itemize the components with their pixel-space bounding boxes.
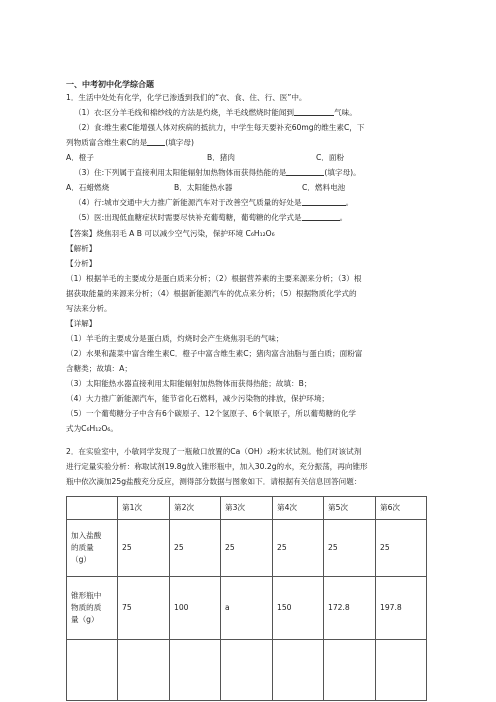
- option-a: A．橙子: [66, 153, 94, 162]
- table-cell: a: [221, 577, 273, 640]
- analysis-line: （1）根据羊毛的主要成分是蛋白质来分析；（2）根据营养素的主要来源来分析；（3）根: [66, 274, 362, 283]
- option-b: B．太阳能热水器: [174, 183, 233, 192]
- table-cell: 75: [118, 577, 170, 640]
- table-cell: [170, 640, 221, 701]
- detail-line: 式为C₆H₁₂O₆。: [66, 424, 118, 433]
- detail-line: 含糖类；故填：A；: [66, 364, 132, 373]
- row-label: [67, 520, 118, 577]
- table-header-cell: 第6次: [376, 497, 427, 520]
- detail-line: （2）水果和蔬菜中富含维生素C．橙子中富含维生素C；猪肉富含油脂与蛋白质；面粉富: [66, 349, 363, 358]
- table-row: [67, 640, 427, 701]
- answer-line: 【答案】烧焦羽毛 A B 可以减少空气污染，保护环境 C₆H₁₂O₆: [66, 229, 275, 238]
- option-b: B．猪肉: [207, 153, 235, 162]
- detail-line: （1）羊毛的主要成分是蛋白质，灼烧时会产生烧焦羽毛的气味；: [66, 334, 284, 343]
- analysis-line: 据获取能量的来源来分析；（4）根据新能源汽车的优点来分析；（5）根据物质化学式的: [66, 289, 357, 298]
- row-label: [67, 577, 118, 640]
- table-row: [67, 520, 427, 577]
- table-header-cell: [67, 497, 118, 520]
- q1-part5-text: （5）医:出现低血糖症状时需要尽快补充葡萄糖，葡萄糖的化学式是: [74, 213, 302, 222]
- table-header-cell: 第1次: [118, 497, 170, 520]
- question-1-stem: 1．生活中处处有化学，化学已渗透到我们的“衣、食、住、行、医”中。: [66, 93, 307, 102]
- row-label-line: 量（g）: [71, 615, 99, 624]
- table-cell: [324, 640, 376, 701]
- answer-blank: [302, 197, 346, 206]
- analysis-line: 写法来分析。: [66, 304, 112, 313]
- answer-blank: [286, 167, 324, 176]
- row-label-line: 的质量: [71, 543, 94, 552]
- table-header-cell: 第2次: [170, 497, 221, 520]
- q1-part2-line2: [66, 137, 456, 148]
- table-cell: 172.8: [324, 577, 376, 640]
- q1-part1-text: （1）衣:区分羊毛线和棉纱线的方法是灼烧，羊毛线燃烧时能闻到: [74, 108, 295, 117]
- table-header-cell: 第3次: [221, 497, 273, 520]
- xiangjie-label: 【详解】: [66, 319, 97, 328]
- table-cell: [273, 640, 324, 701]
- table-cell: 25: [273, 520, 324, 577]
- table-cell: 25: [221, 520, 273, 577]
- table-row: [67, 577, 427, 640]
- q1-part1-tail: 气味。: [334, 108, 357, 117]
- q1-part2-line1: （2）食:维生素C能增强人体对疾病的抵抗力，中学生每天要补充60mg的维生素C，下: [74, 123, 365, 132]
- data-table: [66, 496, 427, 701]
- row-label-line: （g）: [71, 555, 92, 564]
- table-cell: 25: [376, 520, 427, 577]
- table-cell: 100: [170, 577, 221, 640]
- detail-line: （4）大力推广新能源汽车，能节省化石燃料，减少污染物的排放，保护环境；: [66, 394, 330, 403]
- table-cell: [118, 640, 170, 701]
- fenxi-label: 【分析】: [66, 259, 97, 268]
- table-cell: [221, 640, 273, 701]
- q1-part5-tail: 。: [339, 213, 348, 222]
- table-cell: 25: [324, 520, 376, 577]
- q1-part4-tail: 。: [345, 198, 354, 207]
- table-cell: [376, 640, 427, 701]
- q1-part2-text: 列物质富含维生素C的是: [66, 138, 148, 147]
- option-c: C．面粉: [316, 153, 345, 162]
- question-2-line: 进行定量实验分析：称取试剂19.8g放入锥形瓶中，加入30.2g的水，充分振荡，再向锥形: [66, 462, 368, 471]
- question-2-line: 瓶中依次滴加25g盐酸充分反应，测得部分数据与图象如下．请根据有关信息回答问题：: [66, 477, 362, 486]
- table-header-cell: 第4次: [273, 497, 324, 520]
- answer-blank: [147, 137, 165, 146]
- option-a: A．石蜡燃烧: [66, 183, 110, 192]
- row-label: [67, 640, 118, 701]
- table-header-cell: 第5次: [324, 497, 376, 520]
- table-cell: 25: [118, 520, 170, 577]
- table-cell: 197.8: [376, 577, 427, 640]
- q1-part3: [74, 167, 456, 178]
- row-label-line: 加入盐酸: [71, 531, 102, 540]
- table-cell: 150: [273, 577, 324, 640]
- answer-blank: [302, 212, 340, 221]
- row-label-line: 物质的质: [71, 603, 102, 612]
- row-label-line: 锥形瓶中: [71, 591, 102, 600]
- answer-blank: [294, 107, 334, 116]
- q1-part1: [74, 107, 456, 118]
- q1-part2-hint: (填字母): [165, 138, 194, 147]
- q1-part4: [74, 197, 456, 208]
- q1-part3-text: （3）住:下列属于直接利用太阳能辐射加热物体而获得热能的是: [74, 168, 287, 177]
- q1-part3-hint: (填字母)。: [324, 168, 361, 177]
- q1-part5: [74, 212, 456, 223]
- option-c: C．燃料电池: [302, 183, 346, 192]
- section-title: 一、中考初中化学综合题: [66, 80, 154, 89]
- detail-line: （5）一个葡萄糖分子中含有6个碳原子、12个氢原子、6个氧原子，所以葡萄糖的化学: [66, 409, 356, 418]
- question-2-line: 2．在实验室中，小敏同学发现了一瓶敞口放置的Ca（OH）₂粉末状试剂。他们对该试剂: [66, 447, 362, 456]
- detail-line: （3）太阳能热水器直接利用太阳能辐射加热物体而获得热能；故填：B；: [66, 379, 312, 388]
- q1-part4-text: （4）行:城市交通中大力推广新能源汽车对于改善空气质量的好处是: [74, 198, 302, 207]
- table-header-row: [67, 497, 427, 520]
- jiexi-label: 【解析】: [66, 244, 97, 253]
- table-cell: 25: [170, 520, 221, 577]
